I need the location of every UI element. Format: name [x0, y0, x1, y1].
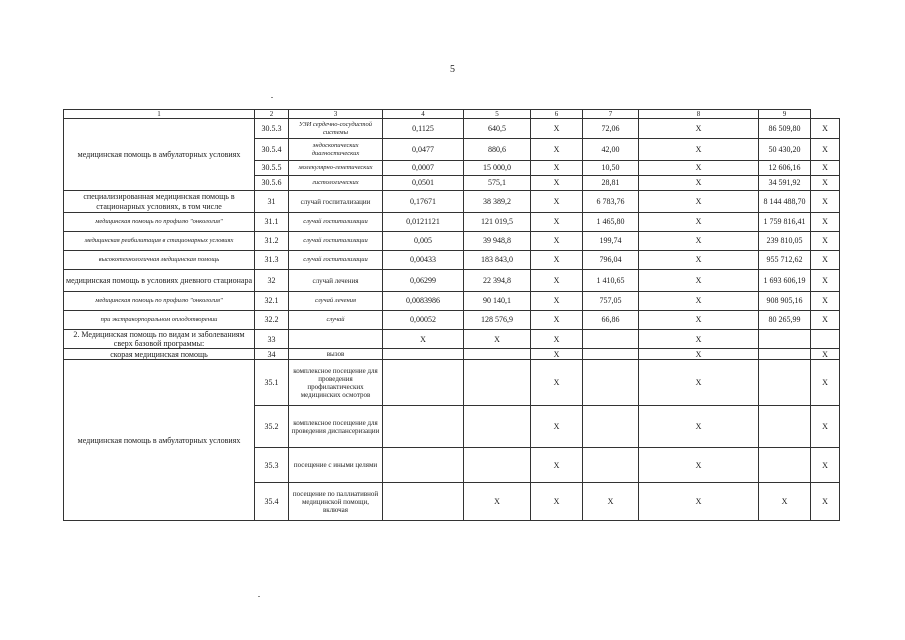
- value-cell: 757,05: [583, 292, 639, 311]
- column-number: 5: [464, 110, 531, 119]
- value-cell: X: [811, 448, 840, 483]
- value-cell: X: [811, 311, 840, 330]
- value-cell: X: [531, 483, 583, 521]
- row-label: медицинская помощь в амбулаторных условиях: [64, 119, 255, 191]
- value-cell: X: [531, 330, 583, 349]
- row-code: 33: [255, 330, 289, 349]
- value-cell: X: [531, 251, 583, 270]
- value-cell: [383, 360, 464, 406]
- row-unit: случай госпитализации: [289, 251, 383, 270]
- value-cell: 1 693 606,19: [759, 270, 811, 292]
- value-cell: [583, 406, 639, 448]
- value-cell: 0,17671: [383, 191, 464, 213]
- row-label: специализированная медицинская помощь в стационарных условиях, в том числе: [64, 191, 255, 213]
- value-cell: X: [464, 330, 531, 349]
- column-number: 2: [255, 110, 289, 119]
- row-label: медицинская помощь по профилю "онкология": [64, 213, 255, 232]
- value-cell: X: [811, 292, 840, 311]
- row-code: 34: [255, 349, 289, 360]
- value-cell: [464, 360, 531, 406]
- column-number: 8: [639, 110, 759, 119]
- row-unit: [289, 330, 383, 349]
- value-cell: X: [639, 232, 759, 251]
- value-cell: 8 144 488,70: [759, 191, 811, 213]
- value-cell: X: [811, 251, 840, 270]
- value-cell: [383, 448, 464, 483]
- value-cell: 0,005: [383, 232, 464, 251]
- value-cell: X: [531, 349, 583, 360]
- value-cell: [759, 349, 811, 360]
- value-cell: 0,1125: [383, 119, 464, 139]
- row-code: 30.5.3: [255, 119, 289, 139]
- value-cell: 199,74: [583, 232, 639, 251]
- value-cell: X: [811, 176, 840, 191]
- value-cell: 0,0007: [383, 161, 464, 176]
- value-cell: [464, 448, 531, 483]
- row-unit: посещение по паллиативной медицинской помощи, включая: [289, 483, 383, 521]
- value-cell: X: [811, 406, 840, 448]
- row-code: 31.2: [255, 232, 289, 251]
- value-cell: X: [811, 232, 840, 251]
- value-cell: 0,0501: [383, 176, 464, 191]
- value-cell: [383, 406, 464, 448]
- value-cell: X: [531, 360, 583, 406]
- table-row: [64, 292, 840, 311]
- row-code: 32: [255, 270, 289, 292]
- value-cell: X: [531, 448, 583, 483]
- value-cell: [583, 330, 639, 349]
- value-cell: 86 509,80: [759, 119, 811, 139]
- value-cell: 38 389,2: [464, 191, 531, 213]
- value-cell: X: [531, 213, 583, 232]
- row-unit: случай: [289, 311, 383, 330]
- row-unit: комплексное посещение для проведения диспансеризации: [289, 406, 383, 448]
- value-cell: X: [639, 213, 759, 232]
- value-cell: 0,0121121: [383, 213, 464, 232]
- value-cell: 0,0477: [383, 139, 464, 161]
- value-cell: X: [531, 292, 583, 311]
- row-unit: УЗИ сердечно-сосудистой системы: [289, 119, 383, 139]
- value-cell: 1 410,65: [583, 270, 639, 292]
- value-cell: [759, 406, 811, 448]
- row-unit: гистологических: [289, 176, 383, 191]
- value-cell: 34 591,92: [759, 176, 811, 191]
- value-cell: X: [639, 311, 759, 330]
- page-number: 5: [450, 64, 455, 75]
- value-cell: X: [639, 483, 759, 521]
- row-label: медицинская реабилитация в стационарных условиях: [64, 232, 255, 251]
- value-cell: [583, 448, 639, 483]
- value-cell: 1 465,80: [583, 213, 639, 232]
- value-cell: X: [639, 251, 759, 270]
- value-cell: 0,0083986: [383, 292, 464, 311]
- value-cell: 121 019,5: [464, 213, 531, 232]
- value-cell: [583, 360, 639, 406]
- row-unit: случай госпитализации: [289, 213, 383, 232]
- row-label: при экстракорпоральном оплодотворении: [64, 311, 255, 330]
- table-row: [64, 251, 840, 270]
- row-label: медицинская помощь по профилю "онкология": [64, 292, 255, 311]
- row-code: 32.2: [255, 311, 289, 330]
- value-cell: 22 394,8: [464, 270, 531, 292]
- table-row: [64, 311, 840, 330]
- value-cell: 0,06299: [383, 270, 464, 292]
- value-cell: X: [639, 292, 759, 311]
- row-code: 31.1: [255, 213, 289, 232]
- row-label: медицинская помощь в условиях дневного стационара: [64, 270, 255, 292]
- row-code: 35.2: [255, 406, 289, 448]
- table-row: [64, 213, 840, 232]
- value-cell: 12 606,16: [759, 161, 811, 176]
- row-code: 31: [255, 191, 289, 213]
- value-cell: X: [759, 483, 811, 521]
- value-cell: 80 265,99: [759, 311, 811, 330]
- value-cell: 72,06: [583, 119, 639, 139]
- row-code: 32.1: [255, 292, 289, 311]
- value-cell: X: [531, 270, 583, 292]
- row-label: медицинская помощь в амбулаторных условиях: [64, 360, 255, 521]
- value-cell: X: [531, 119, 583, 139]
- scan-speck: [258, 596, 260, 597]
- value-cell: 10,50: [583, 161, 639, 176]
- column-number: 6: [531, 110, 583, 119]
- column-number: 4: [383, 110, 464, 119]
- value-cell: X: [531, 311, 583, 330]
- value-cell: X: [639, 349, 759, 360]
- value-cell: 90 140,1: [464, 292, 531, 311]
- table-row: [64, 191, 840, 213]
- value-cell: X: [639, 139, 759, 161]
- row-label: скорая медицинская помощь: [64, 349, 255, 360]
- value-cell: X: [811, 349, 840, 360]
- row-code: 30.5.5: [255, 161, 289, 176]
- row-code: 35.1: [255, 360, 289, 406]
- value-cell: 0,00433: [383, 251, 464, 270]
- value-cell: 239 810,05: [759, 232, 811, 251]
- row-unit: случай госпитализации: [289, 191, 383, 213]
- value-cell: X: [639, 119, 759, 139]
- row-unit: комплексное посещение для проведения профилактических медицинских осмотров: [289, 360, 383, 406]
- value-cell: 955 712,62: [759, 251, 811, 270]
- value-cell: 796,04: [583, 251, 639, 270]
- row-code: 30.5.4: [255, 139, 289, 161]
- value-cell: X: [639, 360, 759, 406]
- row-code: 30.5.6: [255, 176, 289, 191]
- value-cell: 39 948,8: [464, 232, 531, 251]
- value-cell: 880,6: [464, 139, 531, 161]
- value-cell: 1 759 816,41: [759, 213, 811, 232]
- value-cell: X: [639, 161, 759, 176]
- column-number: 1: [64, 110, 255, 119]
- value-cell: [583, 349, 639, 360]
- value-cell: [759, 448, 811, 483]
- value-cell: 50 430,20: [759, 139, 811, 161]
- value-cell: X: [639, 270, 759, 292]
- row-code: 35.3: [255, 448, 289, 483]
- value-cell: 28,81: [583, 176, 639, 191]
- value-cell: X: [383, 330, 464, 349]
- table-row: [64, 232, 840, 251]
- column-number: 3: [289, 110, 383, 119]
- value-cell: [464, 406, 531, 448]
- value-cell: X: [531, 176, 583, 191]
- value-cell: X: [811, 119, 840, 139]
- row-unit: эндоскопических диагностических: [289, 139, 383, 161]
- table-row: [64, 349, 840, 360]
- column-numbers-row: [64, 110, 840, 119]
- value-cell: [383, 349, 464, 360]
- value-cell: X: [811, 270, 840, 292]
- value-cell: [759, 360, 811, 406]
- value-cell: X: [531, 161, 583, 176]
- value-cell: X: [811, 191, 840, 213]
- table-row: [64, 330, 840, 349]
- value-cell: X: [639, 176, 759, 191]
- value-cell: 0,00052: [383, 311, 464, 330]
- value-cell: X: [583, 483, 639, 521]
- value-cell: 128 576,9: [464, 311, 531, 330]
- scan-speck: [271, 97, 273, 98]
- tariff-table: [63, 109, 840, 521]
- column-number: 7: [583, 110, 639, 119]
- value-cell: X: [531, 406, 583, 448]
- row-unit: случай госпитализации: [289, 232, 383, 251]
- value-cell: X: [531, 139, 583, 161]
- row-unit: вызов: [289, 349, 383, 360]
- value-cell: 183 843,0: [464, 251, 531, 270]
- row-unit: молекулярно-генетических: [289, 161, 383, 176]
- value-cell: 15 000,0: [464, 161, 531, 176]
- row-label: высокотехнологичная медицинская помощь: [64, 251, 255, 270]
- value-cell: X: [639, 191, 759, 213]
- row-code: 35.4: [255, 483, 289, 521]
- value-cell: 6 783,76: [583, 191, 639, 213]
- value-cell: X: [639, 448, 759, 483]
- value-cell: X: [811, 360, 840, 406]
- value-cell: [759, 330, 811, 349]
- table-row: [64, 270, 840, 292]
- column-number: 9: [759, 110, 811, 119]
- table-row: [64, 119, 840, 139]
- value-cell: X: [639, 406, 759, 448]
- row-unit: случай лечения: [289, 292, 383, 311]
- value-cell: X: [811, 139, 840, 161]
- value-cell: X: [531, 232, 583, 251]
- value-cell: [383, 483, 464, 521]
- row-unit: посещение с иными целями: [289, 448, 383, 483]
- table-row: [64, 360, 840, 406]
- value-cell: X: [639, 330, 759, 349]
- value-cell: X: [464, 483, 531, 521]
- value-cell: X: [811, 161, 840, 176]
- value-cell: 908 905,16: [759, 292, 811, 311]
- value-cell: 575,1: [464, 176, 531, 191]
- value-cell: 42,00: [583, 139, 639, 161]
- value-cell: 640,5: [464, 119, 531, 139]
- row-code: 31.3: [255, 251, 289, 270]
- value-cell: [811, 330, 840, 349]
- value-cell: 66,86: [583, 311, 639, 330]
- row-label: 2. Медицинская помощь по видам и заболеваниям сверх базовой программы:: [64, 330, 255, 349]
- value-cell: X: [811, 213, 840, 232]
- value-cell: X: [811, 483, 840, 521]
- value-cell: [464, 349, 531, 360]
- row-unit: случай лечения: [289, 270, 383, 292]
- value-cell: X: [531, 191, 583, 213]
